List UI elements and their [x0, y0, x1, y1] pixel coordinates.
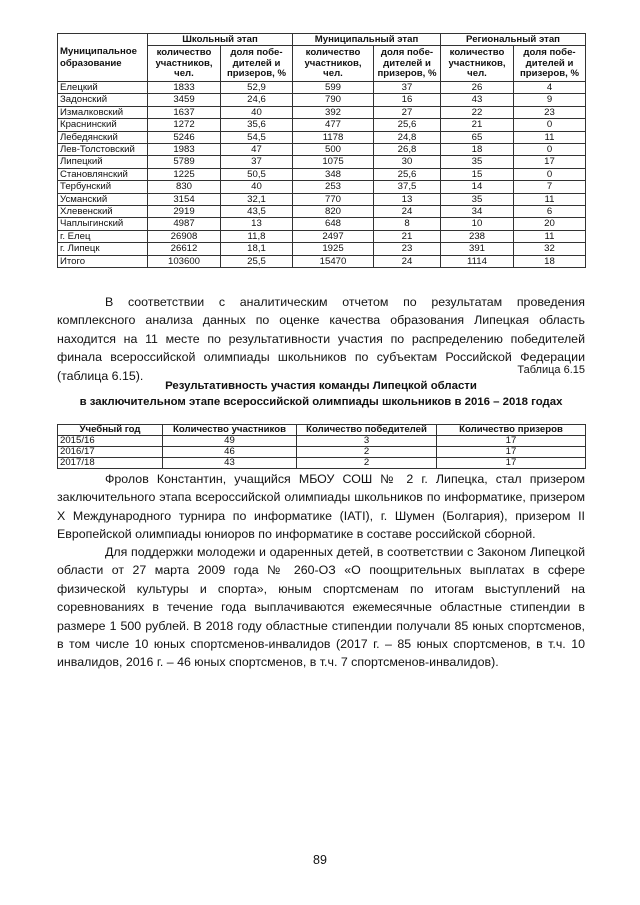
table-cell: Липецкий [58, 156, 148, 168]
table-cell: Хлевенский [58, 206, 148, 218]
table-cell: Лев-Толстовский [58, 144, 148, 156]
table-cell: 20 [514, 218, 586, 230]
table-cell: 11 [514, 193, 586, 205]
table-cell: 6 [514, 206, 586, 218]
table-cell: 52,9 [221, 82, 293, 94]
table-cell: 1225 [148, 168, 221, 180]
table-cell: 0 [514, 144, 586, 156]
table-cell: 1178 [293, 131, 374, 143]
table-cell: 820 [293, 206, 374, 218]
table-cell: 2016/17 [58, 447, 163, 458]
table-cell: 46 [163, 447, 297, 458]
table-cell: 18 [514, 255, 586, 267]
table-cell: 35 [441, 193, 514, 205]
header-participants: Количество участников [163, 425, 297, 436]
table-cell: 35 [441, 156, 514, 168]
table-cell: 830 [148, 181, 221, 193]
table-cell: 391 [441, 243, 514, 255]
table-row [58, 230, 586, 242]
table-cell: 13 [374, 193, 441, 205]
table-cell: Становлянский [58, 168, 148, 180]
table-cell: 10 [441, 218, 514, 230]
table-cell: Измалковский [58, 106, 148, 118]
table-cell: 1637 [148, 106, 221, 118]
table-cell: 5789 [148, 156, 221, 168]
table-cell: Лебедянский [58, 131, 148, 143]
table-row [58, 119, 586, 131]
table-caption: Таблица 6.15 [517, 364, 585, 376]
table-cell: 238 [441, 230, 514, 242]
table-cell: 47 [221, 144, 293, 156]
table-row [58, 82, 586, 94]
table-cell: Елецкий [58, 82, 148, 94]
table-cell: 2 [297, 458, 437, 469]
table-row [58, 436, 586, 447]
table-cell: 4 [514, 82, 586, 94]
table-cell: 24,8 [374, 131, 441, 143]
table-cell: Чаплыгинский [58, 218, 148, 230]
table-cell: 37,5 [374, 181, 441, 193]
header-municipal-stage: Муниципальный этап [293, 34, 441, 46]
table-cell: г. Елец [58, 230, 148, 242]
table-cell: 24,6 [221, 94, 293, 106]
table-cell: 477 [293, 119, 374, 131]
header-regional-stage: Региональный этап [441, 34, 586, 46]
table-row [58, 206, 586, 218]
header-participants: количество участников, чел. [293, 46, 374, 82]
header-municipality: Муниципальное образование [58, 34, 148, 82]
table-cell: 26,8 [374, 144, 441, 156]
table-cell: 26908 [148, 230, 221, 242]
table-cell: 103600 [148, 255, 221, 267]
table-row [58, 243, 586, 255]
table-cell: 37 [221, 156, 293, 168]
header-winners: Количество победителей [297, 425, 437, 436]
table-cell: 50,5 [221, 168, 293, 180]
table-cell: 599 [293, 82, 374, 94]
table-row [58, 255, 586, 267]
table-cell: 54,5 [221, 131, 293, 143]
table-cell: 23 [514, 106, 586, 118]
table-row [58, 144, 586, 156]
table-row [58, 218, 586, 230]
table-cell: 40 [221, 106, 293, 118]
table-row [58, 447, 586, 458]
table-cell: 253 [293, 181, 374, 193]
table-title-line2: в заключительном этапе всероссийской олимпиады школьников в 2016 – 2018 годах [79, 396, 563, 408]
header-school-stage: Школьный этап [148, 34, 293, 46]
table-cell: 1925 [293, 243, 374, 255]
table-cell: 65 [441, 131, 514, 143]
table-cell: Тербунский [58, 181, 148, 193]
table-cell: Краснинский [58, 119, 148, 131]
table-row [58, 131, 586, 143]
table-row [58, 193, 586, 205]
table-cell: 348 [293, 168, 374, 180]
table-cell: 0 [514, 168, 586, 180]
table-cell: 43 [163, 458, 297, 469]
paragraph-stipends [57, 543, 585, 672]
table-row [58, 168, 586, 180]
paragraph-text: Фролов Константин, учащийся МБОУ СОШ № 2 г. Липецка, стал призером заключительного этапа всероссийской олимпиады школьников по информатике, призером X Международного турнира по информатике (IATI), г. Шумен (Болгария), призером II Европейской олимпиады юниоров по информатике в составе российской сборной. [57, 472, 585, 542]
table-cell: 16 [374, 94, 441, 106]
table-cell: 1075 [293, 156, 374, 168]
table-cell: 18,1 [221, 243, 293, 255]
table-cell: 2015/16 [58, 436, 163, 447]
page-number: 89 [313, 853, 327, 867]
table-cell: 5246 [148, 131, 221, 143]
table-cell: 43 [441, 94, 514, 106]
table-cell: 1272 [148, 119, 221, 131]
table-row [58, 156, 586, 168]
header-winners-share: доля побе-дителей и призеров, % [514, 46, 586, 82]
table-cell: г. Липецк [58, 243, 148, 255]
table-cell: 24 [374, 206, 441, 218]
table-cell: 40 [221, 181, 293, 193]
header-participants: количество участников, чел. [441, 46, 514, 82]
table-cell: 8 [374, 218, 441, 230]
table-cell: 17 [514, 156, 586, 168]
header-winners-share: доля побе-дителей и призеров, % [221, 46, 293, 82]
table-cell: 21 [374, 230, 441, 242]
table-cell: 25,6 [374, 168, 441, 180]
table-cell: 1983 [148, 144, 221, 156]
paragraph-text: Для поддержки молодежи и одаренных детей, в соответствии с Законом Липецкой области от 27 марта 2009 года № 260-ОЗ «О поощрительных выплатах в сфере физической культуры и спорта», юным спортсменам по итогам выступлений на соревнованиях в течение года выплачиваются ежемесячные областные стипендии в размере 1 500 рублей. В 2018 году областные стипендии получали 85 юных спортсменов, в том числе 10 юных спортсменов-инвалидов (2017 г. – 85 юных спортсменов, в т.ч. 10 инвалидов, 2016 г. – 46 юных спортсменов, в т.ч. 7 спортсменов-инвалидов). [57, 545, 585, 670]
table-cell: 22 [441, 106, 514, 118]
table-cell: 2017/18 [58, 458, 163, 469]
table-cell: 25,5 [221, 255, 293, 267]
table-cell: 17 [437, 436, 586, 447]
table-cell: 2919 [148, 206, 221, 218]
paragraph-text: В соответствии с аналитическим отчетом по результатам проведения комплексного анализа данных по оценке качества образования Липецкая область находится на 11 месте по результативности участия по распределению победителей финала всероссийской олимпиады школьников по субъектам Российской Федерации (таблица 6.15). [57, 295, 585, 383]
table-cell: 32 [514, 243, 586, 255]
table-cell: 34 [441, 206, 514, 218]
table-cell: Итого [58, 255, 148, 267]
table-cell: 9 [514, 94, 586, 106]
table-cell: 17 [437, 447, 586, 458]
table-cell: 26 [441, 82, 514, 94]
table-cell: 7 [514, 181, 586, 193]
table-cell: 3154 [148, 193, 221, 205]
table-cell: 4987 [148, 218, 221, 230]
table-cell: 3459 [148, 94, 221, 106]
table-cell: 2497 [293, 230, 374, 242]
table-cell: 15470 [293, 255, 374, 267]
table-cell: 770 [293, 193, 374, 205]
header-participants: количество участников, чел. [148, 46, 221, 82]
table-row [58, 106, 586, 118]
table-cell: 392 [293, 106, 374, 118]
table-cell: 17 [437, 458, 586, 469]
table-cell: 13 [221, 218, 293, 230]
table-cell: 500 [293, 144, 374, 156]
header-prizewinners: Количество призеров [437, 425, 586, 436]
table-cell: 25,6 [374, 119, 441, 131]
table-cell: Усманский [58, 193, 148, 205]
table-row [58, 181, 586, 193]
table-cell: 11 [514, 230, 586, 242]
table-cell: 1114 [441, 255, 514, 267]
paragraph-frolov [57, 470, 585, 544]
table-title-line1: Результативность участия команды Липецкой области [165, 380, 477, 392]
table-cell: 790 [293, 94, 374, 106]
table-row [58, 458, 586, 469]
table-cell: 18 [441, 144, 514, 156]
table-cell: 14 [441, 181, 514, 193]
table-cell: Задонский [58, 94, 148, 106]
table-cell: 35,6 [221, 119, 293, 131]
olympiad-municipal-table [57, 33, 586, 268]
table-cell: 15 [441, 168, 514, 180]
table-cell: 49 [163, 436, 297, 447]
header-year: Учебный год [58, 425, 163, 436]
table-row [58, 94, 586, 106]
table-cell: 2 [297, 447, 437, 458]
table-cell: 11,8 [221, 230, 293, 242]
table-cell: 11 [514, 131, 586, 143]
table-cell: 3 [297, 436, 437, 447]
table-cell: 1833 [148, 82, 221, 94]
table-cell: 24 [374, 255, 441, 267]
table-cell: 648 [293, 218, 374, 230]
table-cell: 32,1 [221, 193, 293, 205]
table-cell: 43,5 [221, 206, 293, 218]
table-cell: 23 [374, 243, 441, 255]
final-stage-results-table [57, 424, 586, 469]
table-cell: 0 [514, 119, 586, 131]
table-cell: 26612 [148, 243, 221, 255]
header-winners-share: доля побе-дителей и призеров, % [374, 46, 441, 82]
table-cell: 21 [441, 119, 514, 131]
table-cell: 27 [374, 106, 441, 118]
table-cell: 37 [374, 82, 441, 94]
table-cell: 30 [374, 156, 441, 168]
